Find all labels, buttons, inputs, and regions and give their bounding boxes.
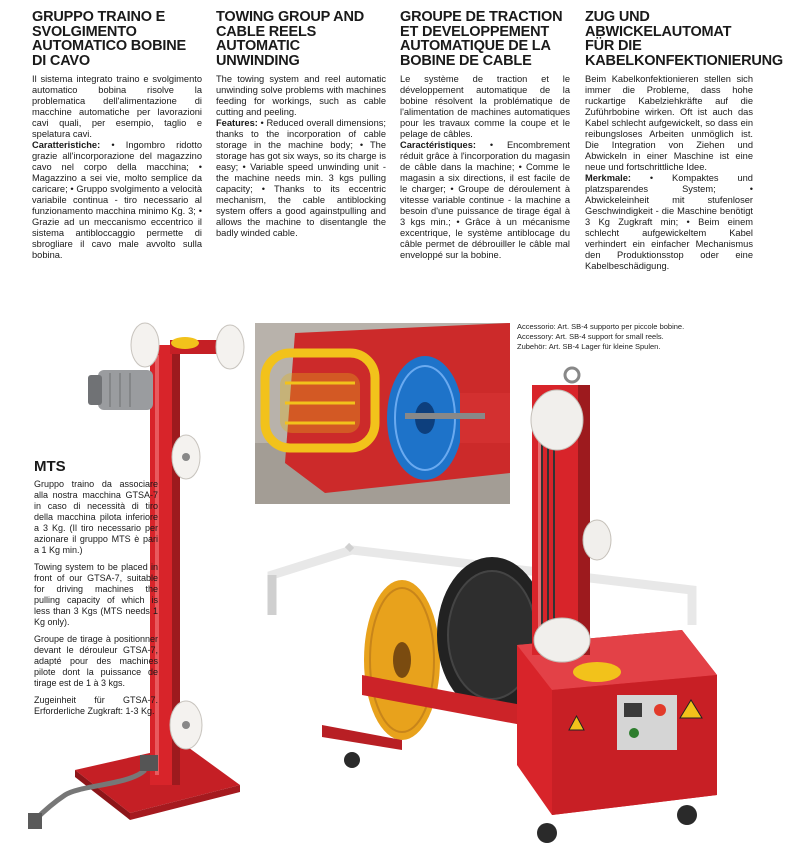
mts-french: Groupe de tirage à positionner devant le dérouleur GTSA-7, adapté pour des machines pilote dont la puissance de tirage est de 1 à 3 kgs.: [34, 634, 158, 688]
mts-german: Zugeinheit für GTSA-7. Erforderliche Zugkraft: 1-3 Kg.: [34, 695, 158, 716]
mts-text-block: [34, 458, 158, 723]
heading-italian: GRUPPO TRAINO E SVOLGIMENTO AUTOMATICO BOBINE DI CAVO: [32, 9, 186, 69]
features-label-italian: Caratteristiche:: [32, 140, 101, 150]
accessory-german: Zubehör: Art. SB-4 Lager für kleine Spulen.: [517, 342, 661, 351]
features-italian: • Ingombro ridotto grazie all'incorporazione del magazzino cavo nel corpo della macchina; • Magazzino a sei vie, molto semplice da caricare; • Gruppo svolgimento a velocità variabile continua - tiro necessario al funzionamento macchina minimo Kg. 3; • Grazie ad un meccanismo eccentrico il sistema antibloccaggio permette di sbrogliare il cavo male avvolto sulla bobina.: [32, 140, 202, 260]
accessory-english: Accessory: Art. SB-4 support for small reels.: [517, 332, 664, 341]
intro-italian: Il sistema integrato traino e svolgimento automatico bobina risolve la problematica dell'alimentazione di macchine automatiche per lavorazioni cavi quali, per esempio, taglio e spelatura cavi.: [32, 74, 202, 139]
column-english: [216, 10, 386, 239]
column-french: [400, 10, 570, 261]
mts-italian: Gruppo traino da associare alla nostra macchina GTSA-7 in caso di necessità di tiro della macchina pilota inferiore a 3 Kg. (Il tiro necessario per azionare il gruppo MTS è pari a 1 Kg min.): [34, 479, 158, 555]
intro-german: Beim Kabelkonfektionieren stellen sich immer die Probleme, dass hohe ruckartige Kabelziehkräfte auf die Zuführbobine wirken. Oft ist auch das Kabel schlecht aufgewickelt, so dass ein reibungsloses Arbeiten unmöglich ist. Die Integration von Ziehen und Abwickeln in einer Maschine ist eine neue und fortschrittliche Idee.: [585, 74, 753, 172]
heading-english: TOWING GROUP AND CABLE REELS AUTOMATIC UNWINDING: [216, 9, 364, 69]
heading-german: ZUG UND ABWICKELAUTOMAT FÜR DIE KABELKONFEKTIONIERUNG: [585, 9, 783, 69]
mts-title: MTS: [34, 458, 66, 475]
column-italian: [32, 10, 202, 261]
features-label-english: Features:: [216, 118, 258, 128]
column-german: [585, 9, 783, 272]
intro-english: The towing system and reel automatic unwinding solve problems with machines feeding for workings, such as cable cutting and peeling.: [216, 74, 386, 117]
gtsa-machine-illustration: [262, 345, 782, 855]
intro-french: Le système de traction et le développement automatique de la bobine résolvent la problématique de l'alimentation de machines automatiques pour les travaux comme la coupe et le pelage de câbles.: [400, 74, 570, 139]
features-label-french: Caractéristiques:: [400, 140, 476, 150]
accessory-italian: Accessorio: Art. SB-4 supporto per piccole bobine.: [517, 322, 685, 331]
features-label-german: Merkmale:: [585, 173, 631, 183]
features-french: • Encombrement réduit grâce à l'incorporation du magasin de câble dans la machine; • Comme le magasin a six directions, il est facile de le charger; • Groupe de déroulement à vitesse variable continue - la machine a besoin d'une puissance de tirage égal à 3 kgs min.; • Grâce à un mécanisme excentrique, le système antiblocage du câble permet de débrouiller le câble mal enveloppé sur la bobine.: [400, 140, 570, 260]
heading-french: GROUPE DE TRACTION ET DEVELOPPEMENT AUTOMATIQUE DE LA BOBINE DE CABLE: [400, 9, 563, 69]
mts-english: Towing system to be placed in front of our GTSA-7, suitable for driving machines the pulling capacity of which is less than 3 Kgs (MTS needs 1 Kg only).: [34, 562, 158, 627]
features-english: • Reduced overall dimensions; thanks to the incorporation of cable storage in the machine body; • The storage has got six ways, so its charge is easy; • Variable speed unwinding unit - the machine needs min. 3 kgs pulling capacity; • Thanks to its eccentric mechanism, the cable antiblocking system offers a good againstpulling and allows the machine to disentangle the badly winded cable.: [216, 118, 386, 238]
features-german: • Kompaktes und platzsparendes System; • Abwickeleinheit mit stufenloser Geschwindigkeit - die Maschine benötigt 3 Kg Zugkraft min; • Beim einem schlecht aufgewickeltem Kabel verhindert ein einfacher Mechanismus den Produktionsstop oder eine Kabelbeschädigung.: [585, 173, 753, 271]
